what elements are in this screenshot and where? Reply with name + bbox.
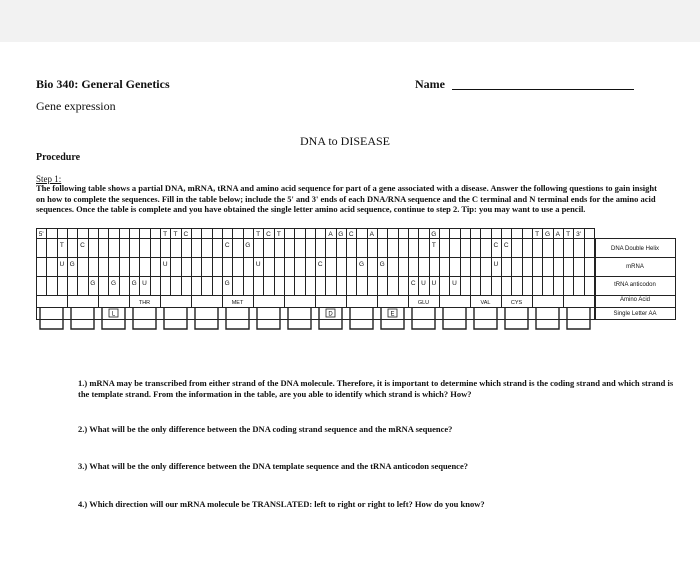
document-subtitle: Gene expression [36, 99, 116, 113]
row-label-4: Amino Acid [619, 297, 651, 303]
nucleotide-cell: G [110, 280, 117, 287]
single-letter-box [102, 307, 125, 329]
nucleotide-cell: A [555, 231, 561, 238]
question-2 [78, 424, 678, 435]
nucleotide-cell: G [379, 261, 385, 268]
single-letter-box [164, 307, 187, 329]
nucleotide-cell: T [431, 242, 436, 249]
nucleotide-cell: U [493, 261, 499, 268]
single-letter-box [195, 307, 218, 329]
row-label-5: Single Letter AA [613, 311, 657, 317]
single-letter-box [474, 307, 497, 329]
nucleotide-cell: T [173, 231, 178, 238]
question-text: mRNA may be transcribed from either strand of the DNA molecule. Therefore, it is important to determine which strand is the coding strand and which strand is the template strand. From the information in the table, are you able to identify which strand is which? How? [78, 378, 674, 399]
single-letter-box [536, 307, 559, 329]
question-1 [78, 378, 678, 400]
amino-acid-cell: MET [231, 300, 244, 306]
row-label-3: tRNA anticodon [614, 282, 656, 288]
nucleotide-cell: T [276, 231, 281, 238]
nucleotide-cell: G [544, 231, 551, 238]
nucleotide-cell: A [328, 231, 333, 238]
course-title: Bio 340: General Genetics [36, 77, 170, 91]
nucleotide-cell: G [245, 242, 251, 249]
nucleotide-cell: U [431, 280, 437, 287]
single-letter-box [226, 307, 249, 329]
single-letter-cell: L [111, 311, 116, 318]
question-number: 1.) [78, 378, 88, 388]
nucleotide-cell: U [162, 261, 168, 268]
question-text: What will be the only difference between the DNA coding strand sequence and the mRNA sequence? [89, 424, 453, 434]
single-letter-box [40, 307, 63, 329]
nucleotide-cell: T [535, 231, 540, 238]
page-title: DNA to DISEASE [300, 134, 391, 148]
single-letter-box [71, 307, 94, 329]
nucleotide-cell: U [421, 280, 426, 287]
question-number: 2.) [78, 424, 88, 434]
nucleotide-cell: C [224, 242, 230, 249]
amino-acid-cell: VAL [480, 300, 491, 306]
single-letter-box [350, 307, 373, 329]
single-letter-box [257, 307, 280, 329]
nucleotide-cell: T [256, 231, 261, 238]
single-letter-cell: D [328, 311, 333, 318]
single-letter-box [567, 307, 590, 329]
nucleotide-cell: U [142, 280, 147, 287]
nucleotide-cell: G [90, 280, 96, 287]
row-label-1: DNA Double Helix [610, 246, 660, 252]
nucleotide-cell: G [338, 231, 344, 238]
instructions-paragraph: The following table shows a partial DNA, mRNA, tRNA and amino acid sequence for part of a gene associated with a disease. Answer the following questions to gain insight on how to complete the sequences. Fill in the table below; include the 5' and 3' ends of each DNA/RNA sequence and the C terminal and N terminal ends for the amino acid sequences. Once the table is complete and you have obtained the single letter amino acid sequence, continue to step 2. Tip: you may want to use a pencil. [36, 183, 657, 214]
nucleotide-cell: 5' [38, 231, 44, 238]
nucleotide-cell: G [224, 280, 230, 287]
amino-acid-cell: GLU [417, 300, 430, 306]
single-letter-box [443, 307, 466, 329]
single-letter-box [412, 307, 435, 329]
nucleotide-cell: 3' [576, 231, 581, 238]
question-number: 3.) [78, 461, 88, 471]
name-label: Name [415, 77, 445, 91]
nucleotide-cell: C [80, 242, 85, 249]
nucleotide-cell: U [255, 261, 261, 268]
step-heading: Step 1: [36, 174, 62, 184]
nucleotide-cell: T [163, 231, 168, 238]
single-letter-box [505, 307, 528, 329]
nucleotide-cell: C [183, 231, 189, 238]
nucleotide-cell: G [69, 261, 75, 268]
question-text: Which direction will our mRNA molecule be TRANSLATED: left to right or right to left? How do you know? [89, 499, 485, 509]
single-letter-box [319, 307, 342, 329]
amino-acid-cell: THR [138, 300, 151, 306]
single-letter-box [381, 307, 404, 329]
nucleotide-cell: A [369, 231, 375, 238]
nucleotide-cell: U [452, 280, 457, 287]
nucleotide-cell: T [566, 231, 571, 238]
row-label-2: mRNA [626, 264, 644, 270]
question-text: What will be the only difference between the DNA template sequence and the tRNA anticodon sequence? [89, 461, 468, 471]
single-letter-box [133, 307, 156, 329]
question-number: 4.) [78, 499, 88, 509]
nucleotide-cell: U [59, 261, 65, 268]
nucleotide-cell: C [348, 231, 354, 238]
nucleotide-cell: C [317, 261, 323, 268]
name-blank-line [452, 89, 634, 90]
nucleotide-cell: C [266, 231, 271, 238]
nucleotide-cell: C [410, 280, 416, 287]
nucleotide-cell: G [131, 280, 137, 287]
single-letter-cell: E [390, 311, 395, 318]
single-letter-box [288, 307, 311, 329]
nucleotide-cell: G [358, 261, 365, 268]
nucleotide-cell: C [493, 242, 499, 249]
sequence-table [36, 228, 676, 340]
question-4 [78, 499, 678, 510]
procedure-heading: Procedure [36, 152, 81, 163]
question-3 [78, 461, 678, 472]
nucleotide-cell: T [59, 242, 64, 249]
amino-acid-cell: CYS [510, 300, 523, 306]
nucleotide-cell: G [431, 231, 437, 238]
nucleotide-cell: C [503, 242, 509, 249]
